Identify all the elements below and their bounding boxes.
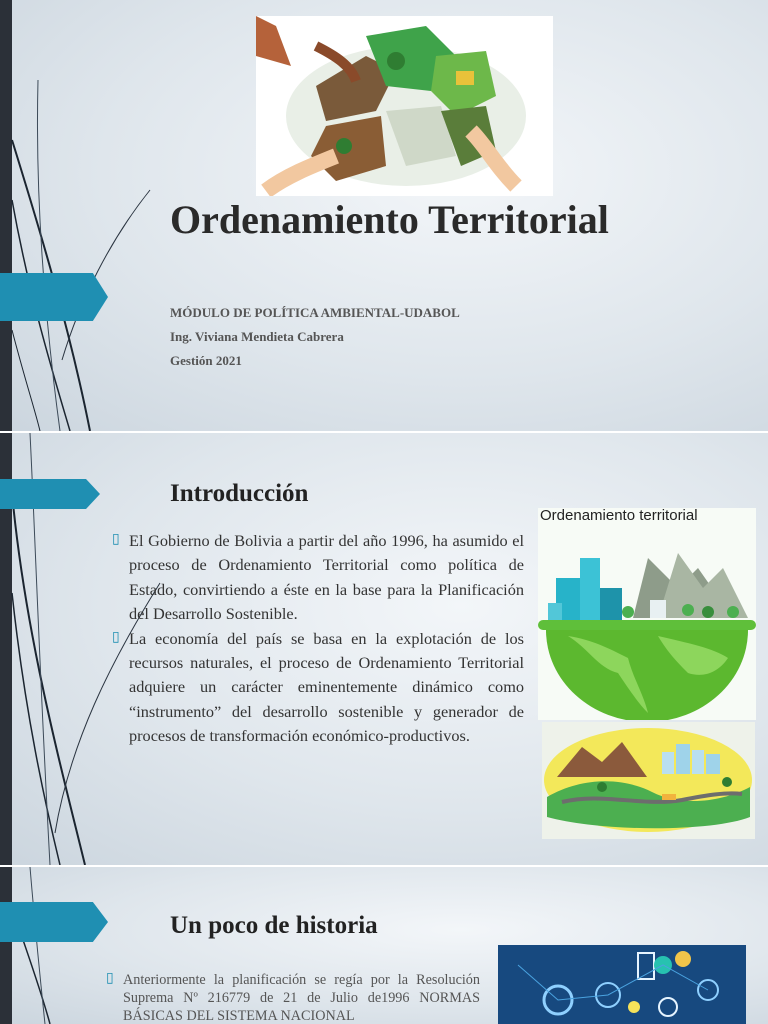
section-title: Un poco de historia xyxy=(170,912,378,939)
rural-urban-image xyxy=(542,722,755,839)
planning-icons-network-image xyxy=(498,945,746,1024)
rural-urban-landscape-illustration xyxy=(542,722,755,839)
list-item xyxy=(106,971,480,1024)
list-item xyxy=(112,627,524,749)
slide-historia xyxy=(0,867,768,1024)
section-title: Introducción xyxy=(170,480,309,507)
list-item xyxy=(112,529,524,627)
module-subtitle: MÓDULO DE POLÍTICA AMBIENTAL-UDABOL xyxy=(170,305,460,320)
puzzle-map-image xyxy=(256,16,553,196)
slide-introduccion xyxy=(0,433,768,865)
slide-title xyxy=(0,0,768,431)
history-bullet-list xyxy=(106,971,480,1024)
accent-tab xyxy=(0,273,108,321)
slide-left-bar xyxy=(0,0,12,431)
bullet-icon: ▯ xyxy=(112,532,120,547)
bullet-text: El Gobierno de Bolivia a partir del año 1996, ha asumido el proceso de Ordenamiento Territorial como política de Estado, convirtiendo a éste en la base para la Planificación del Desarrollo Sostenible. xyxy=(129,531,524,624)
bullet-text: Anteriormente la planificación se regía por la Resolución Suprema Nº 216779 de 21 de Julio de1996 NORMAS BÁSICAS DEL SISTEMA NACIONAL xyxy=(123,972,480,1024)
image-caption: Ordenamiento territorial xyxy=(540,508,698,524)
slide-left-bar xyxy=(0,867,12,1024)
planning-icons-image xyxy=(498,945,746,1024)
accent-tab xyxy=(0,902,108,942)
ordenamiento-globe-image xyxy=(538,508,756,720)
bullet-icon: ▯ xyxy=(112,629,120,645)
presentation-title: Ordenamiento Territorial xyxy=(170,197,609,242)
puzzle-map-illustration xyxy=(256,16,553,196)
author-name: Ing. Viviana Mendieta Cabrera xyxy=(170,329,344,344)
half-globe-city-illustration xyxy=(538,508,756,720)
term-label: Gestión 2021 xyxy=(170,353,242,368)
intro-bullet-list xyxy=(112,529,524,749)
bullet-icon: ▯ xyxy=(106,971,114,986)
bullet-text: La economía del país se basa en la explotación de los recursos naturales, el proceso de Ordenamiento Territorial adquiere un carácter eminentemente dinámico como “instrumento” del desarrollo sostenible y generador de procesos de transformación económico-productivos. xyxy=(129,628,524,746)
accent-tab xyxy=(0,479,100,509)
